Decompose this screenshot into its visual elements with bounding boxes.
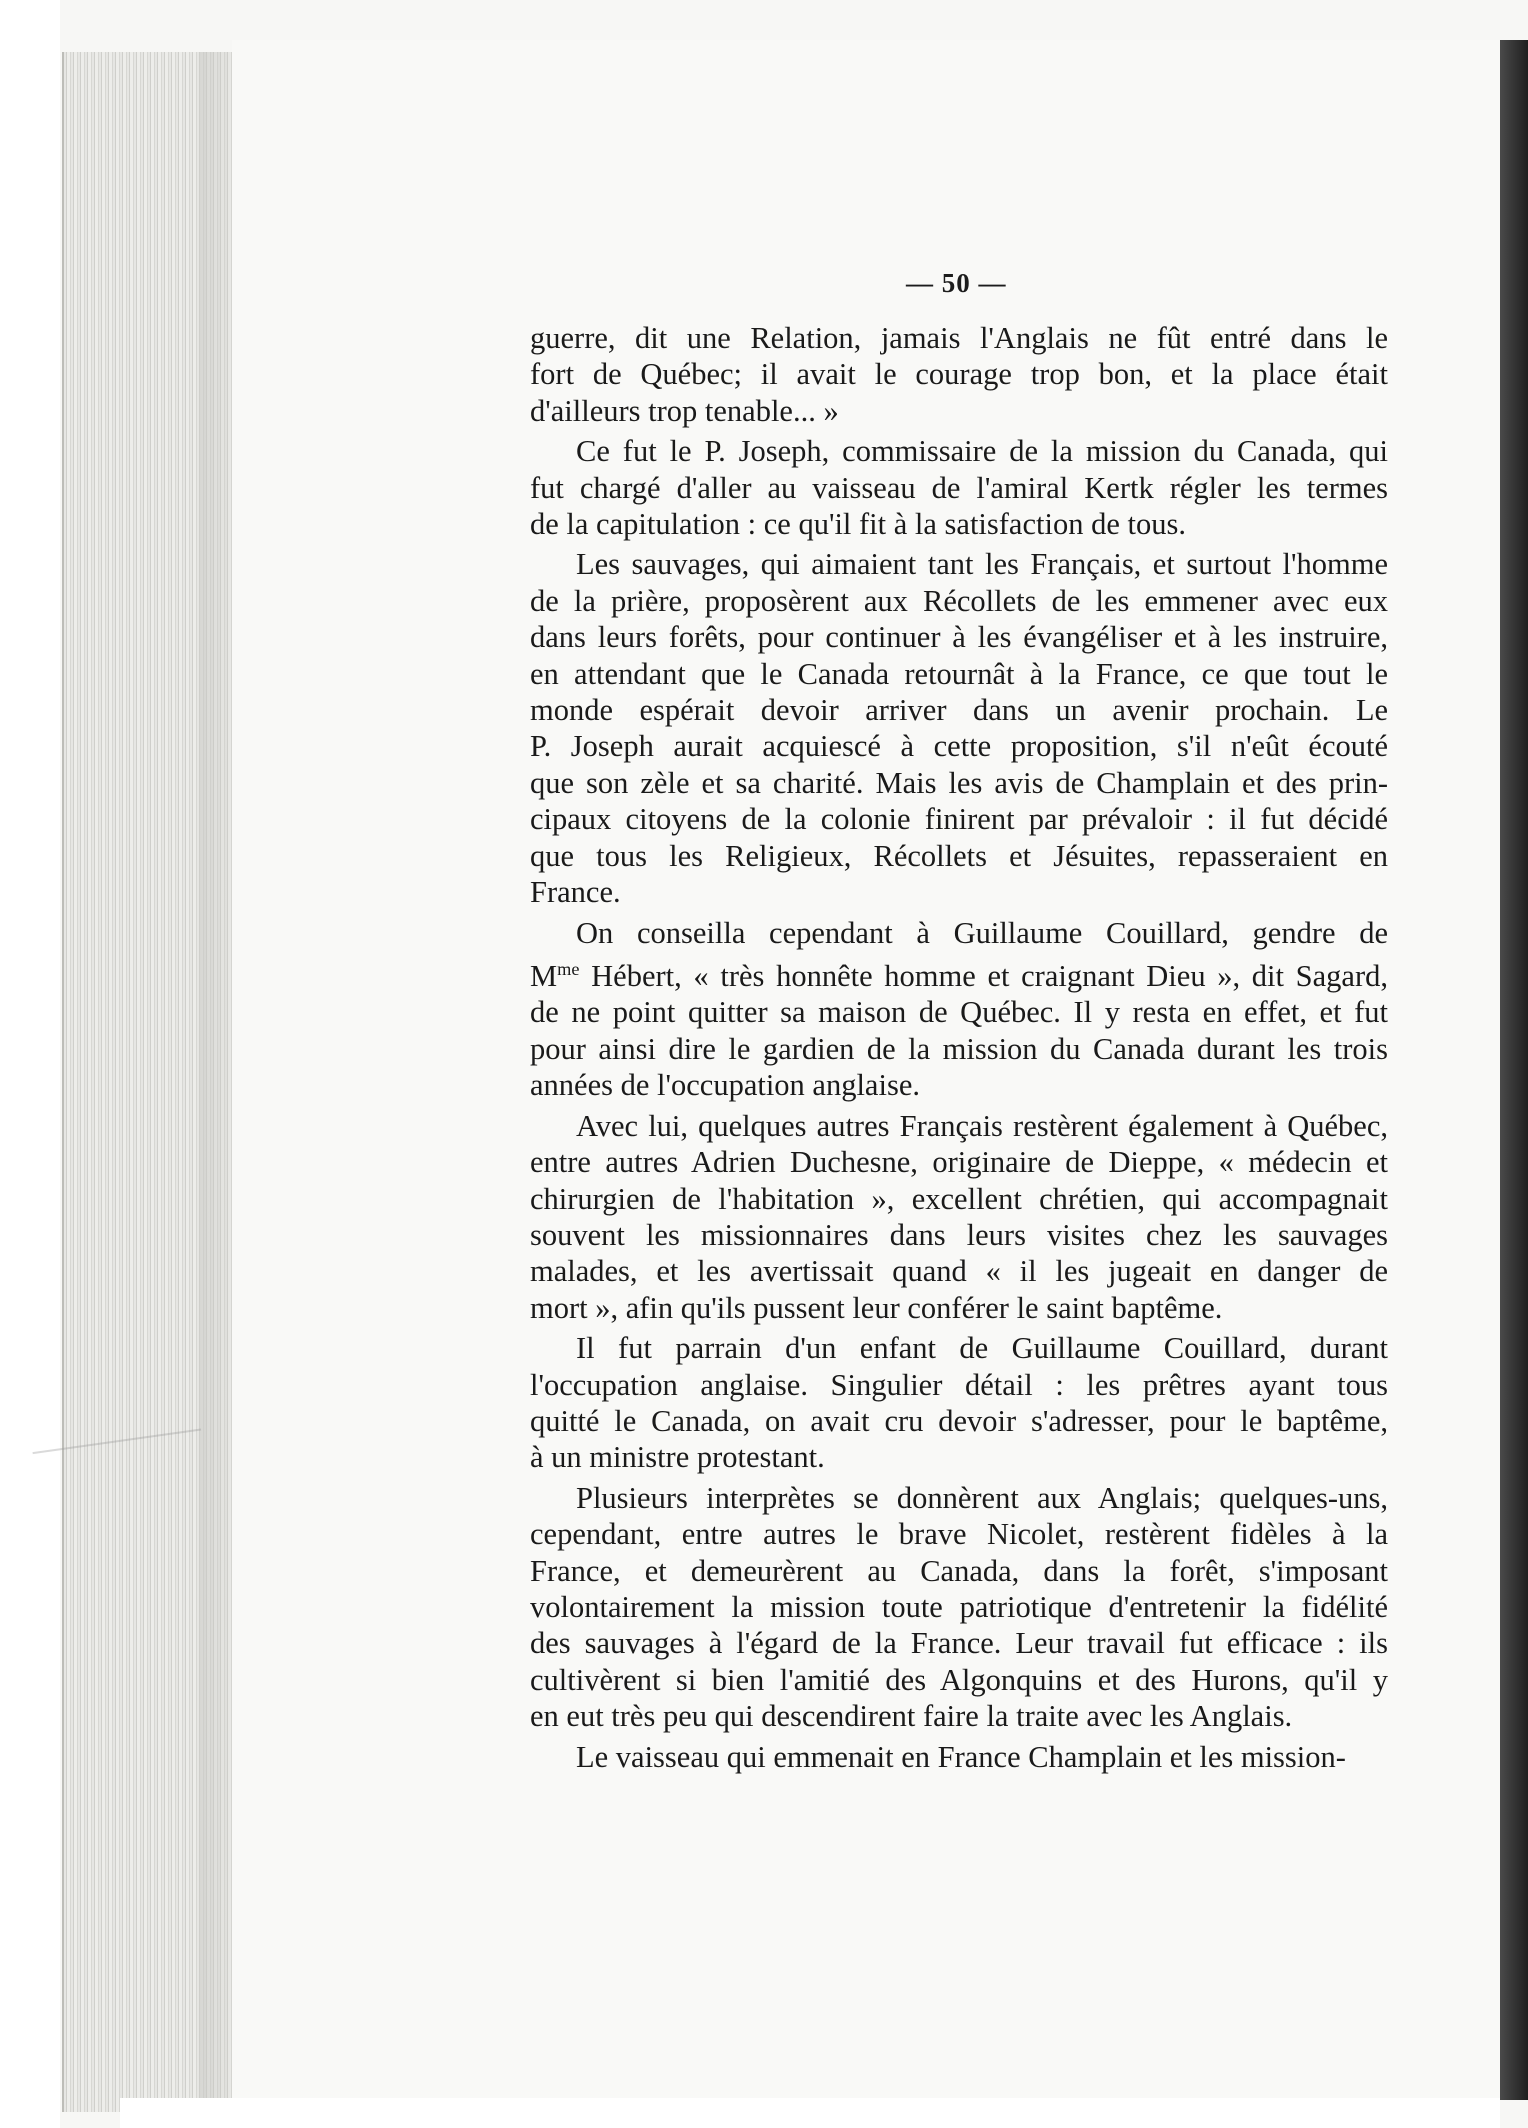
text-line: Les sauvages, qui aimaient tant les Français, et surtout l'homme: [576, 547, 1388, 582]
body-text: [530, 320, 1388, 1779]
text-line: souvent les missionnaires dans leurs visites chez les sauvages: [530, 1217, 1388, 1252]
paragraph: [530, 1330, 1388, 1476]
text-line: Avec lui, quelques autres Français restèrent également à Québec,: [576, 1108, 1388, 1143]
text-line: que son zèle et sa charité. Mais les avis de Champlain et des prin-: [530, 765, 1388, 800]
page-number: — 50 —: [906, 268, 1007, 298]
text-line: dans leurs forêts, pour continuer à les évangéliser et à les instruire,: [530, 620, 1388, 655]
text-line: années de l'occupation anglaise.: [530, 1068, 920, 1103]
text-line: quitté le Canada, on avait cru devoir s'adresser, pour le baptême,: [530, 1403, 1388, 1438]
text-line: guerre, dit une Relation, jamais l'Anglais ne fût entré dans le: [530, 321, 1388, 355]
text-line: pour ainsi dire le gardien de la mission du Canada durant les trois: [530, 1031, 1388, 1066]
text-line: en attendant que le Canada retournât à la France, ce que tout le: [530, 656, 1388, 691]
text-line: de ne point quitter sa maison de Québec. Il y resta en effet, et fut: [530, 995, 1388, 1030]
paragraph: [530, 1108, 1388, 1326]
text-line: chirurgien de l'habitation », excellent chrétien, qui accompagnait: [530, 1181, 1388, 1216]
text-line: de la prière, proposèrent aux Récollets de les emmener avec eux: [530, 583, 1388, 618]
text-line: fut chargé d'aller au vaisseau de l'amiral Kertk régler les termes: [530, 470, 1388, 505]
text-line: que tous les Religieux, Récollets et Jésuites, repasseraient en: [530, 838, 1388, 873]
paragraph: [530, 915, 1388, 1104]
text-line: Ce fut le P. Joseph, commissaire de la mission du Canada, qui: [576, 434, 1388, 469]
text-line: cultivèrent si bien l'amitié des Algonquins et des Hurons, qu'il y: [530, 1662, 1388, 1697]
text-line: volontairement la mission toute patriotique d'entretenir la fidélité: [530, 1589, 1388, 1624]
text-line: Plusieurs interprètes se donnèrent aux Anglais; quelques-uns,: [576, 1480, 1388, 1515]
text-line: des sauvages à l'égard de la France. Leur travail fut efficace : ils: [530, 1626, 1388, 1661]
text-line: Le vaisseau qui emmenait en France Champlain et les mission-: [576, 1739, 1346, 1774]
text-line: France, et demeurèrent au Canada, dans la forêt, s'imposant: [530, 1553, 1388, 1588]
text-line: de la capitulation : ce qu'il fit à la satisfaction de tous.: [530, 507, 1186, 542]
superscript: me: [557, 958, 580, 979]
paragraph: [530, 320, 1388, 429]
text-line: à un ministre protestant.: [530, 1440, 825, 1475]
text-line: On conseilla cependant à Guillaume Couillard, gendre de: [576, 915, 1388, 950]
paragraph: [530, 546, 1388, 910]
text-line: l'occupation anglaise. Singulier détail : les prêtres ayant tous: [530, 1367, 1388, 1402]
paragraph: [530, 433, 1388, 542]
text-line: malades, et les avertissait quand « il les jugeait en danger de: [530, 1254, 1388, 1289]
text-line: mort », afin qu'ils pussent leur conférer le saint baptême.: [530, 1290, 1223, 1325]
outer-margin: [0, 0, 60, 2128]
scan-bed-edge: [1500, 40, 1528, 2100]
text-line: en eut très peu qui descendirent faire la traite avec les Anglais.: [530, 1699, 1293, 1734]
text-line: France.: [530, 875, 621, 910]
text-line: $M^{me}$ Hébert, « très honnête homme et craignant Dieu », dit Sagard,: [530, 958, 1388, 994]
bottom-margin: [120, 2098, 1500, 2128]
text-line: cipaux citoyens de la colonie finirent par prévaloir : il fut décidé: [530, 802, 1388, 837]
text-line: Il fut parrain d'un enfant de Guillaume Couillard, durant: [576, 1331, 1388, 1366]
text-line: fort de Québec; il avait le courage trop bon, et la place était: [530, 357, 1388, 392]
text-line: P. Joseph aurait acquiescé à cette proposition, s'il n'eût écouté: [530, 729, 1388, 764]
text-line: entre autres Adrien Duchesne, originaire de Dieppe, « médecin et: [530, 1145, 1388, 1180]
paragraph: [530, 1480, 1388, 1735]
text-line: d'ailleurs trop tenable... »: [530, 393, 839, 428]
paragraph: [530, 1739, 1388, 1775]
text-line: monde espérait devoir arriver dans un avenir prochain. Le: [530, 693, 1388, 728]
text-line: cependant, entre autres le brave Nicolet, restèrent fidèles à la: [530, 1517, 1388, 1552]
